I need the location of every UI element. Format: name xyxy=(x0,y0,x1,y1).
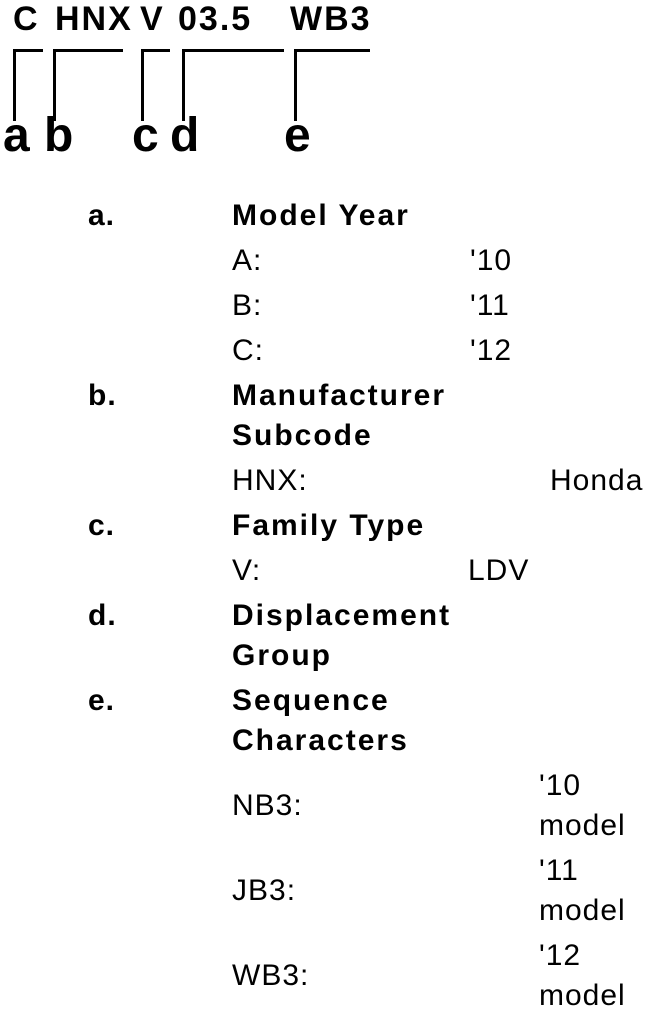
code-segment-displacement-group: 03.5 xyxy=(178,0,253,38)
legend-entry xyxy=(0,461,672,501)
code-legend xyxy=(0,196,672,1016)
entry-key: B: xyxy=(232,289,263,322)
legend-section-a-header xyxy=(0,196,672,236)
section-term: Model Year xyxy=(232,199,410,232)
entry-key: JB3: xyxy=(232,874,297,907)
legend-section-c-header xyxy=(0,506,672,546)
diagram-label-e: e xyxy=(284,109,311,162)
diagram-label-b: b xyxy=(44,109,74,162)
code-segment-sequence-characters: WB3 xyxy=(290,0,372,38)
section-term: Manufacturer Subcode xyxy=(232,379,447,452)
entry-value: '10 model xyxy=(539,769,626,842)
entry-key: WB3: xyxy=(232,959,310,992)
entry-key: C: xyxy=(232,334,264,367)
code-segment-model-year: C xyxy=(13,0,40,38)
entry-value: LDV xyxy=(468,554,530,587)
section-term: Sequence Characters xyxy=(232,684,409,757)
section-term: Displacement Group xyxy=(232,599,452,672)
entry-key: NB3: xyxy=(232,789,303,822)
entry-value: '12 model xyxy=(539,939,626,1012)
legend-section-b-header xyxy=(0,376,672,456)
code-segment-family-type: V xyxy=(140,0,165,38)
legend-entry xyxy=(0,766,672,846)
legend-entry xyxy=(0,331,672,371)
entry-value: Honda xyxy=(550,464,644,497)
entry-value: '12 xyxy=(470,334,513,367)
code-segment-manufacturer-subcode: HNX xyxy=(55,0,133,38)
legend-section-d-header xyxy=(0,596,672,676)
legend-entry xyxy=(0,286,672,326)
section-letter: a. xyxy=(88,199,116,232)
legend-entry xyxy=(0,241,672,281)
entry-key: A: xyxy=(232,244,263,277)
entry-key: V: xyxy=(232,554,262,587)
section-letter: e. xyxy=(88,684,116,717)
legend-section-e-header xyxy=(0,681,672,761)
section-term: Family Type xyxy=(232,509,426,542)
section-letter: d. xyxy=(88,599,117,632)
diagram-label-d: d xyxy=(170,109,200,162)
section-letter: b. xyxy=(88,379,117,412)
legend-entry xyxy=(0,551,672,591)
diagram-label-a: a xyxy=(3,109,30,162)
legend-entry xyxy=(0,851,672,931)
entry-value: '10 xyxy=(470,244,513,277)
entry-key: HNX: xyxy=(232,464,308,497)
engine-family-code-diagram xyxy=(0,0,672,170)
entry-value: '11 xyxy=(470,289,510,322)
section-letter: c. xyxy=(88,509,116,542)
entry-value: '11 model xyxy=(539,854,626,927)
diagram-label-c: c xyxy=(132,109,159,162)
legend-entry xyxy=(0,936,672,1016)
